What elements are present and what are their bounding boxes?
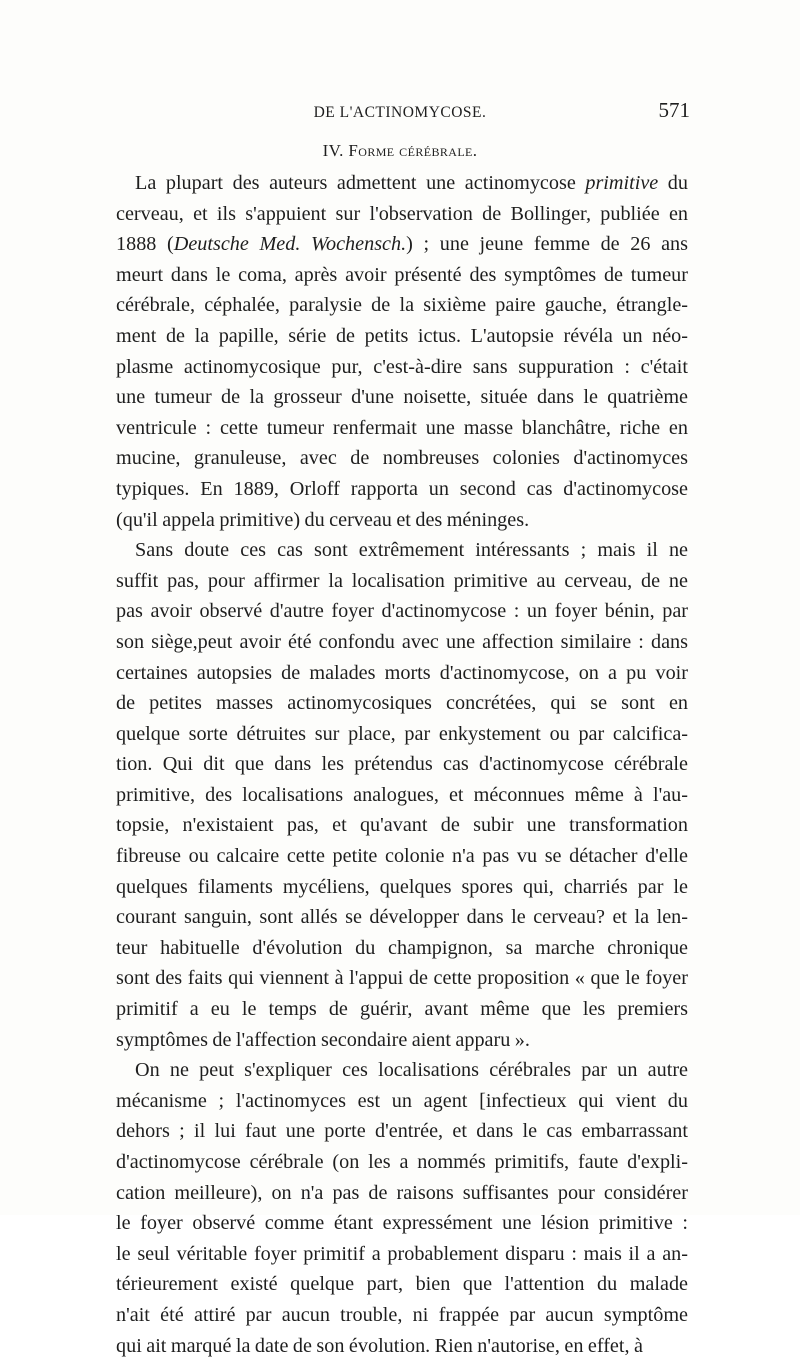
line-text: térieurement existé quelque part, bien que l'attention du malade (116, 1273, 688, 1296)
line-text: ventricule : cette tumeur renfermait une masse blanchâtre, riche en (116, 416, 688, 439)
text-line (116, 413, 688, 444)
line-text: certaines autopsies de malades morts d'actinomycose, on a pu voir (116, 661, 688, 684)
line-text: qui ait marqué la date de son évolution. Rien n'autorise, en effet, à (116, 1334, 643, 1357)
text-line (116, 535, 688, 566)
line-text: primitif a eu le temps de guérir, avant même que les premiers (116, 998, 688, 1021)
paragraph (116, 1055, 688, 1361)
text-line (116, 658, 688, 689)
page-number: 571 (658, 98, 690, 122)
line-text: le foyer observé comme étant expressément une lésion primitive : (116, 1212, 688, 1235)
text-line (116, 1331, 688, 1361)
line-text: sont des faits qui viennent à l'appui de cette proposition « que le foyer (116, 967, 688, 990)
running-title: DE L'ACTINOMYCOSE. (313, 104, 487, 121)
line-text: cérébrale, céphalée, paralysie de la sixième paire gauche, étrangle- (116, 294, 688, 317)
line-text: suffit pas, pour affirmer la localisation primitive au cerveau, de ne (116, 569, 688, 592)
text-line (116, 902, 688, 933)
text-line (116, 1239, 688, 1270)
line-text: typiques. En 1889, Orloff rapporta un second cas d'actinomycose (116, 477, 688, 500)
text-line (116, 352, 688, 383)
line-text: le seul véritable foyer primitif a probablement disparu : mais il a an- (116, 1242, 688, 1265)
line-text: une tumeur de la grosseur d'une noisette, située dans le quatrième (116, 386, 688, 409)
text-line (116, 1178, 688, 1209)
text-line (116, 321, 688, 352)
line-text: primitive, des localisations analogues, et méconnues même à l'au- (116, 783, 688, 806)
line-text: meurt dans le coma, après avoir présenté des symptômes de tumeur (116, 263, 688, 286)
text-line (116, 780, 688, 811)
line-text-after: ) ; une jeune femme de 26 ans (406, 233, 688, 256)
text-line (116, 719, 688, 750)
text-line (116, 443, 688, 474)
line-text: On ne peut s'expliquer ces localisations cérébrales par un autre (135, 1059, 688, 1082)
text-line (116, 872, 688, 903)
text-line (116, 596, 688, 627)
line-text: tion. Qui dit que dans les prétendus cas d'actinomycose cérébrale (116, 753, 688, 776)
italic-text: Deutsche Med. Wochensch. (173, 233, 407, 256)
line-text: dehors ; il lui faut une porte d'entrée, et dans le cas embarrassant (116, 1120, 688, 1143)
line-text: topsie, n'existaient pas, et qu'avant de subir une transformation (116, 814, 688, 837)
line-text: courant sanguin, sont allés se développer dans le cerveau? et la len- (116, 906, 688, 929)
line-text: n'ait été attiré par aucun trouble, ni frappée par aucun symptôme (116, 1303, 688, 1326)
text-line (116, 627, 688, 658)
line-text: mucine, granuleuse, avec de nombreuses colonies d'actinomyces (116, 447, 688, 470)
text-line (116, 1269, 688, 1300)
text-line (116, 566, 688, 597)
text-line (116, 841, 688, 872)
text-line (116, 1055, 688, 1086)
line-text: (qu'il appela primitive) du cerveau et des méninges. (116, 508, 530, 531)
text-line (116, 474, 688, 505)
text-line (116, 1147, 688, 1178)
line-text: 1888 ( (116, 233, 174, 256)
body-text (116, 168, 688, 1361)
line-text: d'actinomycose cérébrale (on les a nommés primitifs, faute d'expli- (116, 1151, 688, 1173)
text-line (116, 810, 688, 841)
line-text: de petites masses actinomycosiques concrétées, qui se sont en (116, 692, 688, 715)
text-line (116, 168, 688, 199)
text-line (116, 1208, 688, 1239)
line-text: symptômes de l'affection secondaire aient apparu ». (116, 1028, 530, 1051)
line-text: quelque sorte détruites sur place, par enkystement ou par calcifica- (116, 722, 688, 745)
paragraph (116, 168, 688, 535)
line-text: mécanisme ; l'actinomyces est un agent [infectieux qui vient du (116, 1089, 688, 1112)
text-line (116, 199, 688, 230)
line-text: La plupart des auteurs admettent une actinomycose (135, 172, 586, 194)
italic-text: primitive (585, 172, 659, 194)
text-line (116, 290, 688, 321)
line-text: son siège,peut avoir été confondu avec une affection similaire : dans (116, 630, 688, 653)
text-line (116, 1116, 688, 1147)
line-text: cerveau, et ils s'appuient sur l'observation de Bollinger, publiée en (116, 202, 688, 225)
text-line (116, 963, 688, 994)
text-line (116, 229, 688, 260)
section-title: IV. Forme cérébrale. (322, 141, 478, 160)
line-text: fibreuse ou calcaire cette petite colonie n'a pas vu se détacher d'elle (116, 845, 688, 868)
line-text: quelques filaments mycéliens, quelques spores qui, charriés par le (116, 875, 688, 898)
text-line (116, 688, 688, 719)
line-text: pas avoir observé d'autre foyer d'actinomycose : un foyer bénin, par (116, 600, 688, 623)
text-line (116, 1300, 688, 1331)
line-text: cation meilleure), on n'a pas de raisons suffisantes pour considérer (116, 1181, 688, 1204)
line-text: plasme actinomycosique pur, c'est-à-dire sans suppuration : c'était (116, 355, 688, 378)
running-header (110, 96, 690, 130)
text-line (116, 1086, 688, 1117)
text-line (116, 749, 688, 780)
text-line (116, 505, 688, 536)
text-line (116, 1025, 688, 1056)
line-text: teur habituelle d'évolution du champignon, sa marche chronique (116, 936, 688, 959)
line-text: ment de la papille, série de petits ictus. L'autopsie révéla un néo- (116, 324, 688, 347)
line-text: Sans doute ces cas sont extrêmement intéressants ; mais il ne (135, 539, 688, 562)
text-line (116, 933, 688, 964)
line-text-after: du (658, 172, 688, 194)
text-line (116, 382, 688, 413)
paragraph (116, 535, 688, 1055)
text-line (116, 994, 688, 1025)
text-line (116, 260, 688, 291)
